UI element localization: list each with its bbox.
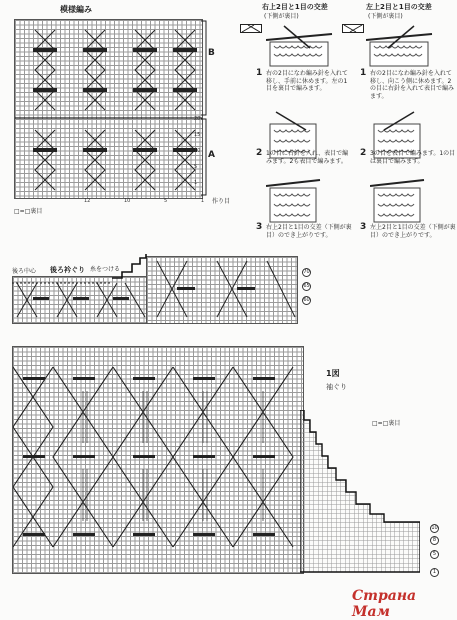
row-num: 20	[194, 116, 201, 122]
cross-left-step1-illustration	[366, 24, 434, 68]
cast-on-label: 作り目	[212, 198, 231, 205]
back-center-label: 後ろ中心	[12, 268, 37, 275]
back-neck-label: 後ろ衿ぐり	[50, 266, 85, 274]
cross-right-title: 右上2目と1目の交差	[262, 3, 328, 11]
shoulder-cable-overlay	[147, 257, 297, 323]
step-text: 左上2目と1目の交差（下側が裏目）のでき上がりです。	[370, 224, 456, 239]
row-num: 5	[194, 164, 198, 170]
row-num: 1	[194, 180, 198, 186]
step-number: 1	[360, 68, 367, 78]
body-chart-grid	[12, 346, 304, 574]
label-b: B	[208, 48, 215, 58]
shoulder-chart-grid	[146, 256, 298, 324]
cross-left-symbol-icon	[342, 24, 364, 33]
cross-left-title: 左上2目と1目の交差	[366, 3, 432, 11]
main-legend: □=□裏目	[372, 420, 401, 427]
pattern-bottom-counts	[84, 198, 204, 204]
row-num-circle: 10	[431, 525, 438, 531]
step-text: 右上2目と1目の交差（下側が裏目）のでき上がりです。	[266, 224, 352, 239]
cross-right-subtitle: (下側が裏目)	[264, 13, 299, 20]
stitch-count: 10	[124, 198, 131, 204]
attach-yarn-label: 糸をつける	[90, 266, 121, 273]
stitch-count: 1	[200, 198, 204, 204]
pattern-legend: □=□裏目	[14, 208, 43, 215]
step-text: 右の2目になわ編み針を入れて移し、向こう側に休めます。2の目に右針を入れて表目で編みます。	[370, 70, 455, 100]
cross-left-step3-illustration	[370, 176, 426, 224]
cross-right-step3-illustration	[266, 176, 322, 224]
step-number: 3	[360, 222, 367, 232]
figure-label: 1図	[326, 369, 340, 378]
step-text: 右の2目になわ編み針を入れて移し、手前に休めます。左の1目を裏目で編みます。	[266, 70, 348, 92]
cross-left-subtitle: (下側が裏目)	[368, 13, 403, 20]
stitch-count: 12	[84, 198, 91, 204]
step-text: 3の目を表目で編みます。1の目は裏目で編みます。	[370, 150, 456, 165]
main-right-rows-top	[302, 258, 311, 303]
armhole-staircase	[300, 410, 420, 574]
pattern-right-rows	[194, 116, 204, 186]
step-number: 2	[256, 148, 263, 158]
site-watermark: Страна Мам	[352, 588, 417, 620]
step-number: 1	[256, 68, 263, 78]
neck-dotted-line	[12, 281, 112, 285]
row-num-circle: 60	[303, 297, 310, 303]
cross-right-step1-illustration	[266, 24, 334, 68]
row-num-circle: 5	[430, 550, 439, 559]
pattern-chart-grid	[14, 19, 203, 199]
body-argyle-overlay	[13, 347, 303, 573]
row-num-circle: 8	[430, 536, 439, 545]
pattern-cable-overlay	[15, 20, 202, 198]
label-a: A	[208, 150, 215, 160]
row-num-circle: 1	[430, 568, 439, 577]
row-num: 15	[194, 132, 201, 138]
neck-shaping-edge	[112, 252, 152, 280]
row-num-circle: 65	[303, 283, 310, 289]
step-text: 1の目に右針を入れ、表目で編みます。2も表目で編みます。	[266, 150, 349, 165]
step-number: 2	[360, 148, 367, 158]
step-number: 3	[256, 222, 263, 232]
row-num-circle: 70	[303, 269, 310, 275]
pattern-title: 模様編み	[60, 5, 92, 14]
main-right-rows-bottom	[430, 514, 439, 577]
cross-right-symbol-icon	[240, 24, 262, 33]
row-num: 10	[194, 148, 201, 154]
stitch-count: 5	[164, 198, 168, 204]
armhole-label: 袖ぐり	[326, 383, 347, 391]
